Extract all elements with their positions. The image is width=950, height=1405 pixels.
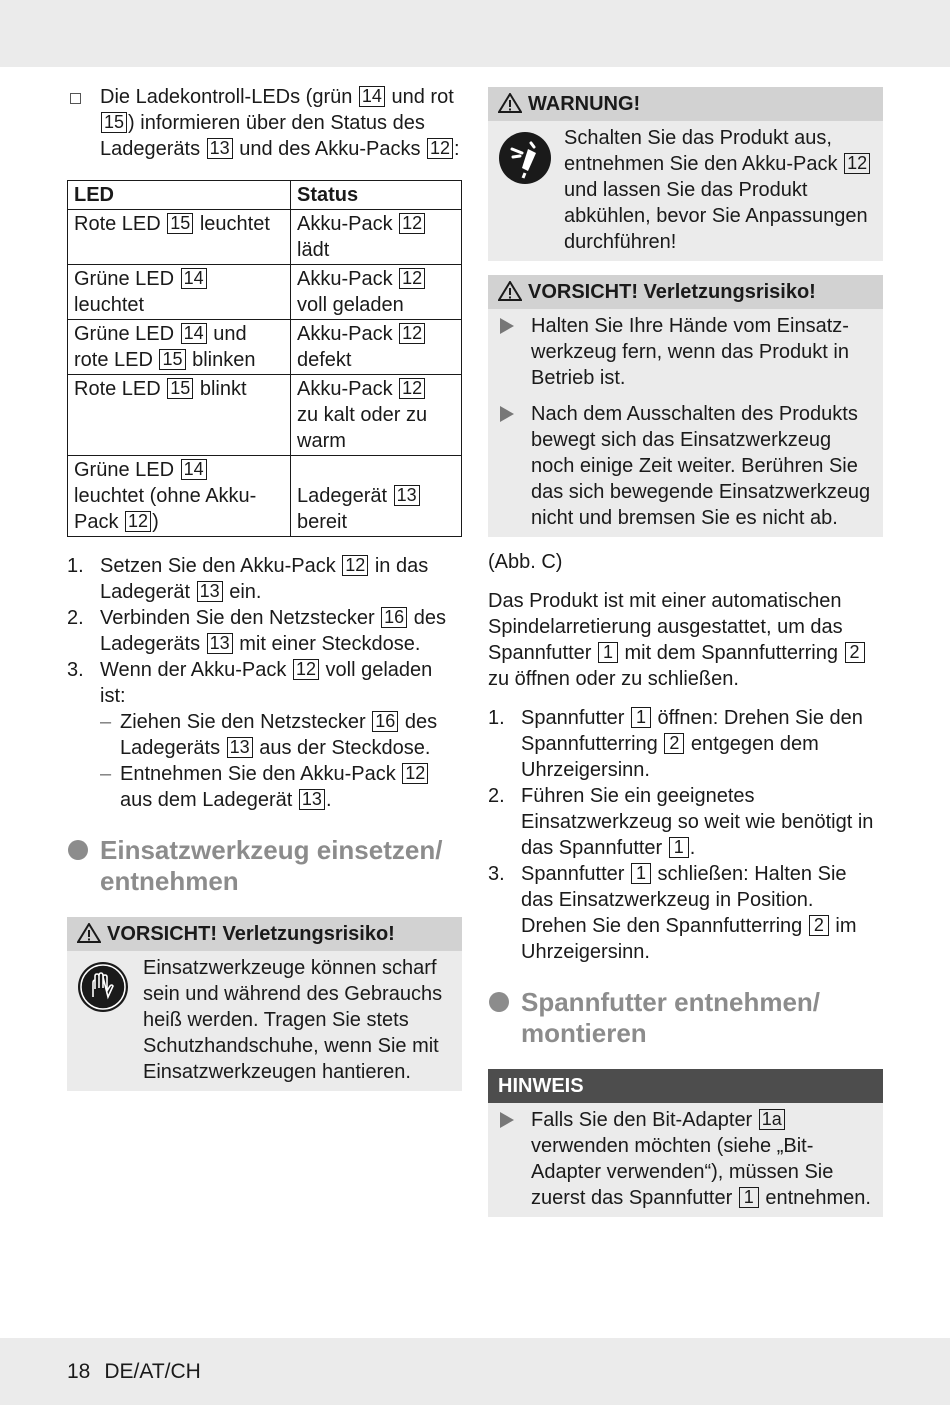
led-intro: Die Ladekontroll-LEDs (grün 14 und rot 15 ) informieren über den Status des Ladegeräts 13 und des Akku-Packs 12 :	[67, 84, 462, 162]
gloves-icon	[77, 961, 129, 1013]
list-item: 3. Wenn der Akku-Pack 12 voll geladen ist: – Ziehen Sie den Netzstecker 16 des Ladegeräts 13 aus der Steckdose. – Entnehmen Sie den Akku-Pack 12 aus dem Ladegerät 13 .	[67, 657, 462, 813]
note-box	[488, 1069, 883, 1217]
region-label: DE/AT/CH	[104, 1360, 201, 1383]
list-item: Falls Sie den Bit-Adapter 1a verwenden möchten (siehe „Bit-Adapter verwenden“), müssen Sie zuerst das Spannfutter 1 entnehmen.	[498, 1107, 873, 1211]
table-header-row	[68, 181, 462, 210]
checkbox-bullet-icon	[70, 93, 81, 104]
warning-triangle-icon	[498, 93, 522, 113]
list-item: 2. Führen Sie ein geeignetes Einsatzwerkzeug so weit wie benötigt in das Spannfutter 1 .	[488, 785, 874, 859]
table-row	[68, 210, 462, 265]
unplug-icon	[498, 131, 552, 185]
list-item: 2. Verbinden Sie den Netzstecker 16 des Ladegeräts 13 mit einer Steckdose.	[67, 607, 447, 655]
list-item: Halten Sie Ihre Hände vom Einsatz-werkzeug fern, wenn das Produkt in Betrieb ist.	[498, 313, 873, 391]
spindle-lock-paragraph: Das Produkt ist mit einer automatischen Spindelarretierung ausgestattet, um das Spannfutter 1 mit dem Spannfutterring 2 zu öffnen oder zu schließen.	[488, 588, 883, 692]
table-row	[68, 320, 462, 375]
led-status-table	[67, 180, 462, 537]
led-cell: Grüne LED 14 leuchtet	[68, 265, 291, 320]
triangle-bullet-icon	[500, 1112, 514, 1128]
status-cell: Akku-Pack 12 zu kalt oder zu warm	[291, 375, 462, 456]
left-column	[67, 84, 462, 1091]
warning-title: WARNUNG!	[488, 87, 883, 121]
caution-title: VORSICHT! Verletzungsrisiko!	[67, 917, 462, 951]
bullet-dot-icon	[489, 992, 509, 1012]
warning-text: Schalten Sie das Produkt aus, entnehmen Sie den Akku-Pack 12 und lassen Sie das Produkt abkühlen, bevor Sie Anpassungen durchführen!	[564, 125, 873, 255]
led-cell: Rote LED 15 leuchtet	[68, 210, 291, 265]
sub-list-item: – Ziehen Sie den Netzstecker 16 des Ladegeräts 13 aus der Steckdose.	[100, 711, 438, 759]
page-footer	[67, 1359, 201, 1385]
list-item: 1. Spannfutter 1 öffnen: Drehen Sie den Spannfutterring 2 entgegen dem Uhrzeigersinn.	[488, 707, 863, 781]
ref-number: 13	[207, 138, 233, 159]
warning-box	[488, 87, 883, 261]
table-row	[68, 265, 462, 320]
status-cell: Akku-Pack 12 voll geladen	[291, 265, 462, 320]
page-number: 18	[67, 1360, 91, 1383]
column-header-status: Status	[291, 181, 462, 210]
list-item: 3. Spannfutter 1 schließen: Halten Sie das Einsatzwerkzeug in Position. Drehen Sie den Spannfutterring 2 im Uhrzeigersinn.	[488, 863, 857, 963]
right-column	[488, 87, 883, 1217]
ref-number: 14	[359, 86, 385, 107]
led-cell: Grüne LED 14 und rote LED 15 blinken	[68, 320, 291, 375]
triangle-bullet-icon	[500, 318, 514, 334]
note-title: HINWEIS	[488, 1069, 883, 1103]
list-item: 1. Setzen Sie den Akku-Pack 12 in das Ladegerät 13 ein.	[67, 555, 429, 603]
ref-number: 12	[427, 138, 453, 159]
table-row	[68, 375, 462, 456]
status-cell: Akku-Pack 12 lädt	[291, 210, 462, 265]
section-heading: Einsatzwerkzeug einsetzen/ entnehmen	[67, 835, 462, 897]
caution-box	[67, 917, 462, 1091]
caution-title: VORSICHT! Verletzungsrisiko!	[488, 275, 883, 309]
section-heading: Spannfutter entnehmen/ montieren	[488, 987, 883, 1049]
table-row	[68, 456, 462, 537]
column-header-led: LED	[68, 181, 291, 210]
warning-triangle-icon	[77, 923, 101, 943]
led-cell: Rote LED 15 blinkt	[68, 375, 291, 456]
sub-list-item: – Entnehmen Sie den Akku-Pack 12 aus dem Ladegerät 13 .	[100, 761, 462, 813]
bullet-dot-icon	[68, 840, 88, 860]
led-cell: Grüne LED 14 leuchtet (ohne Akku-Pack 12 )	[68, 456, 291, 537]
status-cell: Ladegerät 13 bereit	[291, 456, 462, 537]
caution-text: Einsatzwerkzeuge können scharf sein und während des Gebrauchs heiß werden. Tragen Sie stets Schutzhandschuhe, wenn Sie mit Einsatzwerkzeugen hantieren.	[143, 957, 443, 1083]
triangle-bullet-icon	[500, 406, 514, 422]
status-cell: Akku-Pack 12 defekt	[291, 320, 462, 375]
list-item: Nach dem Ausschalten des Produkts bewegt sich das Einsatzwerkzeug noch einige Zeit weiter. Berühren Sie das sich bewegende Einsatzwerkzeug nicht und bremsen Sie es nicht ab.	[498, 401, 873, 531]
chuck-steps	[488, 705, 883, 965]
header-band	[0, 0, 950, 67]
figure-reference: (Abb. C)	[488, 551, 563, 573]
ref-number: 15	[101, 112, 127, 133]
caution-box	[488, 275, 883, 537]
charging-steps	[67, 553, 462, 813]
warning-triangle-icon	[498, 281, 522, 301]
